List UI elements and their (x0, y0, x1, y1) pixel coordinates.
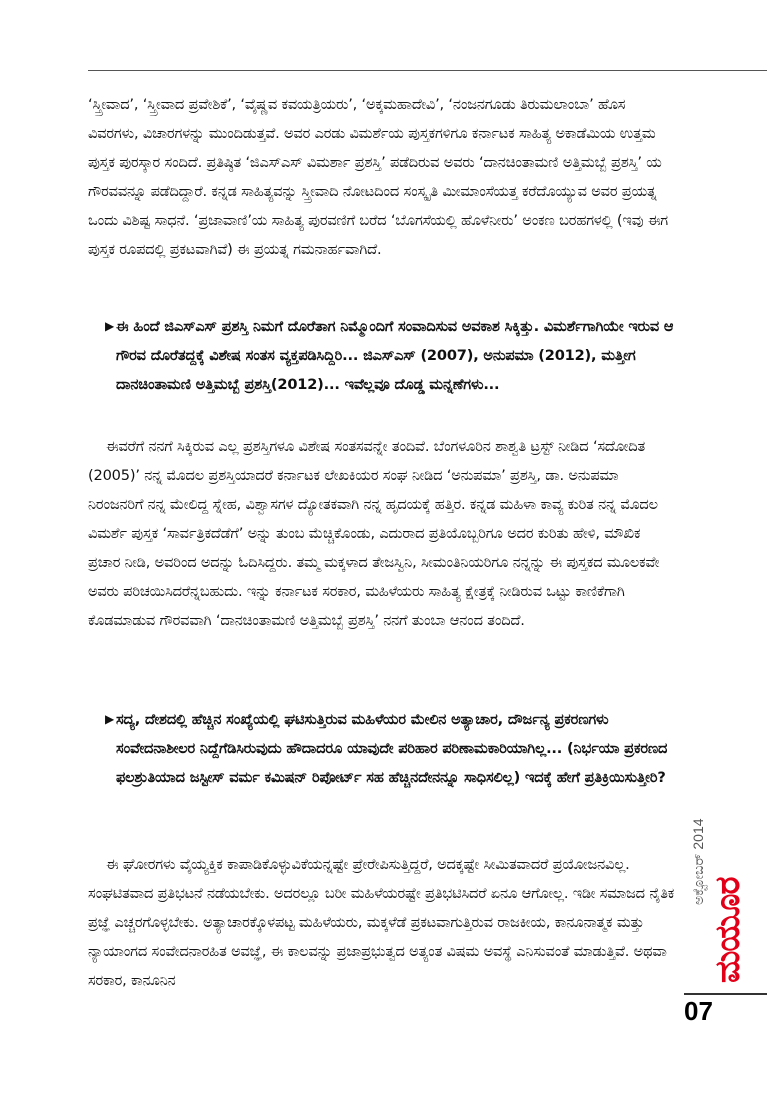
top-rule (88, 70, 767, 71)
magazine-masthead: ಮಯೂರ (708, 877, 748, 983)
footer-rule (684, 993, 767, 995)
page-number: 07 (684, 996, 713, 1026)
question-text: ಈ ಹಿಂದೆ ಜಿಎಸ್ಎಸ್ ಪ್ರಶಸ್ತಿ ನಿಮಗೆ ದೊರೆತಾಗ ನಿಮ್ಮೊಂದಿಗೆ ಸಂವಾದಿಸುವ ಅವಕಾಶ ಸಿಕ್ಕಿತ್ತು. ವಿಮರ್ಶೆಗಾಗಿಯೇ ಇರುವ ಆ ಗೌರವ ದೊರೆತದ್ದಕ್ಕೆ ವಿಶೇಷ ಸಂತಸ ವ್ಯಕ್ತಪಡಿಸಿದ್ದಿರಿ... ಜಿಎಸ್ಎಸ್ (2007), ಅನುಪಮಾ (2012), ಮತ್ತೀಗ ದಾನಚಿಂತಾಮಣಿ ಅತ್ತಿಮಬ್ಬೆ ಪ್ರಶಸ್ತಿ(2012)... ಇವೆಲ್ಲವೂ ದೊಡ್ಡ ಮನ್ನಣೆಗಳು... (116, 318, 674, 393)
triangle-right-icon: ▶ (105, 319, 115, 333)
article-paragraph-2: ಈವರೆಗೆ ನನಗೆ ಸಿಕ್ಕಿರುವ ಎಲ್ಲ ಪ್ರಶಸ್ತಿಗಳೂ ವಿಶೇಷ ಸಂತಸವನ್ನೇ ತಂದಿವೆ. ಬೆಂಗಳೂರಿನ ಶಾಶ್ವತಿ ಟ್ರಸ್ಟ್ ನೀಡಿದ ‘ಸದೋದಿತ (2005)’ ನನ್ನ ಮೊದಲ ಪ್ರಶಸ್ತಿಯಾದರೆ ಕರ್ನಾಟಕ ಲೇಖಕಿಯರ ಸಂಘ ನೀಡಿದ ‘ಅನುಪಮಾ’ ಪ್ರಶಸ್ತಿ, ಡಾ. ಅನುಪಮಾ ನಿರಂಜನರಿಗೆ ನನ್ನ ಮೇಲಿದ್ದ ಸ್ನೇಹ, ವಿಶ್ವಾಸಗಳ ದ್ಯೋತಕವಾಗಿ ನನ್ನ ಹೃದಯಕ್ಕೆ ಹತ್ತಿರ. ಕನ್ನಡ ಮಹಿಳಾ ಕಾವ್ಯ ಕುರಿತ ನನ್ನ ಮೊದಲ ವಿಮರ್ಶೆ ಪುಸ್ತಕ ‘ಸಾರ್ವತ್ರಿಕದೆಡೆಗೆ’ ಅನ್ನು ತುಂಬ ಮೆಚ್ಚಿಕೊಂಡು, ಎದುರಾದ ಪ್ರತಿಯೊಬ್ಬರಿಗೂ ಅದರ ಕುರಿತು ಹೇಳಿ, ಮೌಖಿಕ ಪ್ರಚಾರ ನೀಡಿ, ಅವರಿಂದ ಅದನ್ನು ಓದಿಸಿದ್ದರು. ತಮ್ಮ ಮಕ್ಕಳಾದ ತೇಜಸ್ವಿನಿ, ಸೀಮಂತಿನಿಯರಿಗೂ ನನ್ನನ್ನು ಈ ಪುಸ್ತಕದ ಮೂಲಕವೇ ಅವರು ಪರಿಚಯಿಸಿದರೆನ್ನಬಹುದು. ಇನ್ನು ಕರ್ನಾಟಕ ಸರಕಾರ, ಮಹಿಳೆಯರು ಸಾಹಿತ್ಯ ಕ್ಷೇತ್ರಕ್ಕೆ ನೀಡಿರುವ ಒಟ್ಟು ಕಾಣಿಕೆಗಾಗಿ ಕೊಡಮಾಡುವ ಗೌರವವಾಗಿ ‘ದಾನಚಿಂತಾಮಣಿ ಅತ್ತಿಮಬ್ಬೆ ಪ್ರಶಸ್ತಿ’ ನನಗೆ ತುಂಬಾ ಆನಂದ ತಂದಿದೆ. (88, 438, 660, 629)
triangle-right-icon: ▶ (105, 712, 115, 726)
article-paragraph-1: ‘ಸ್ತ್ರೀವಾದ’, ‘ಸ್ತ್ರೀವಾದ ಪ್ರವೇಶಿಕೆ’, ‘ವೈಷ್ಣವ ಕವಯತ್ರಿಯರು’, ‘ಅಕ್ಕಮಹಾದೇವಿ’, ‘ನಂಜನಗೂಡು ತಿರುಮಲಾಂಬಾ’ ಹೊಸ ವಿವರಗಳು, ವಿಚಾರಗಳನ್ನು ಮುಂದಿಡುತ್ತವೆ. ಅವರ ಎರಡು ವಿಮರ್ಶೆಯ ಪುಸ್ತಕಗಳಿಗೂ ಕರ್ನಾಟಕ ಸಾಹಿತ್ಯ ಅಕಾಡೆಮಿಯ ಉತ್ತಮ ಪುಸ್ತಕ ಪುರಸ್ಕಾರ ಸಂದಿದೆ. ಪ್ರತಿಷ್ಠಿತ ‘ಜಿಎಸ್ಎಸ್ ವಿಮರ್ಶಾ ಪ್ರಶಸ್ತಿ’ ಪಡೆದಿರುವ ಅವರು ‘ದಾನಚಿಂತಾಮಣಿ ಅತ್ತಿಮಬ್ಬೆ ಪ್ರಶಸ್ತಿ’ ಯ ಗೌರವವನ್ನೂ ಪಡೆದಿದ್ದಾರೆ. ಕನ್ನಡ ಸಾಹಿತ್ಯವನ್ನು ಸ್ತ್ರೀವಾದಿ ನೋಟದಿಂದ ಸಂಸ್ಕೃತಿ ಮೀಮಾಂಸೆಯತ್ತ ಕರೆದೊಯ್ಯುವ ಅವರ ಪ್ರಯತ್ನ ಒಂದು ವಿಶಿಷ್ಟ ಸಾಧನೆ. ‘ಪ್ರಜಾವಾಣಿ’ಯ ಸಾಹಿತ್ಯ ಪುರವಣಿಗೆ ಬರೆದ ‘ಬೊಗಸೆಯಲ್ಲಿ ಹೊಳೆನೀರು’ ಅಂಕಣ ಬರಹಗಳಲ್ಲಿ (ಇವು ಈಗ ಪುಸ್ತಕ ರೂಪದಲ್ಲಿ ಪ್ರಕಟವಾಗಿವೆ) ಈ ಪ್ರಯತ್ನ ಗಮನಾರ್ಹವಾಗಿದೆ. (88, 96, 669, 258)
article-paragraph-3: ಈ ಘೋರಗಳು ವೈಯ್ಯಕ್ತಿಕ ಕಾಪಾಡಿಕೊಳ್ಳುವಿಕೆಯನ್ನಷ್ಟೇ ಪ್ರೇರೇಪಿಸುತ್ತಿದ್ದರೆ, ಅದಕ್ಕಷ್ಟೇ ಸೀಮಿತವಾದರೆ ಪ್ರಯೋಜನವಿಲ್ಲ. ಸಂಘಟಿತವಾದ ಪ್ರತಿಭಟನೆ ನಡೆಯಬೇಕು. ಅದರಲ್ಲೂ ಬರೀ ಮಹಿಳೆಯರಷ್ಟೇ ಪ್ರತಿಭಟಿಸಿದರೆ ಏನೂ ಆಗೋಲ್ಲ. ಇಡೀ ಸಮಾಜದ ನೈತಿಕ ಪ್ರಜ್ಞೆ ಎಚ್ಚರಗೊಳ್ಳಬೇಕು. ಅತ್ಯಾಚಾರಕ್ಕೊಳಪಟ್ಟ ಮಹಿಳೆಯರು, ಮಕ್ಕಳೆಡೆ ಪ್ರಕಟವಾಗುತ್ತಿರುವ ರಾಜಕೀಯ, ಕಾನೂನಾತ್ಮಕ ಮತ್ತು ನ್ಯಾಯಾಂಗದ ಸಂವೇದನಾರಹಿತ ಅವಜ್ಞೆ, ಈ ಕಾಲವನ್ನು ಪ್ರಜಾಪ್ರಭುತ್ವದ ಅತ್ಯಂತ ವಿಷಮ ಅವಸ್ಥೆ ಎನಿಸುವಂತೆ ಮಾಡುತ್ತಿವೆ. ಅಥವಾ ಸರಕಾರ, ಕಾನೂನಿನ (88, 856, 675, 989)
interview-question-1 (105, 312, 676, 399)
issue-date: ಅಕ್ಟೋಬರ್ 2014 (690, 818, 706, 905)
interview-question-2 (105, 705, 676, 792)
question-text: ಸದ್ಯ, ದೇಶದಲ್ಲಿ ಹೆಚ್ಚಿನ ಸಂಖ್ಯೆಯಲ್ಲಿ ಘಟಿಸುತ್ತಿರುವ ಮಹಿಳೆಯರ ಮೇಲಿನ ಅತ್ಯಾಚಾರ, ದೌರ್ಜನ್ಯ ಪ್ರಕರಣಗಳು ಸಂವೇದನಾಶೀಲರ ನಿದ್ದೆಗೆಡಿಸಿರುವುದು ಹೌದಾದರೂ ಯಾವುದೇ ಪರಿಹಾರ ಪರಿಣಾಮಕಾರಿಯಾಗಿಲ್ಲ... (ನಿರ್ಭಯಾ ಪ್ರಕರಣದ ಫಲಶ್ರುತಿಯಾದ ಜಸ್ಟೀಸ್ ವರ್ಮ ಕಮಿಷನ್ ರಿಪೋರ್ಟ್ ಸಹ ಹೆಚ್ಚಿನದೇನನ್ನೂ ಸಾಧಿಸಲಿಲ್ಲ) ಇದಕ್ಕೆ ಹೇಗೆ ಪ್ರತಿಕ್ರಿಯಿಸುತ್ತೀರಿ? (116, 711, 668, 786)
